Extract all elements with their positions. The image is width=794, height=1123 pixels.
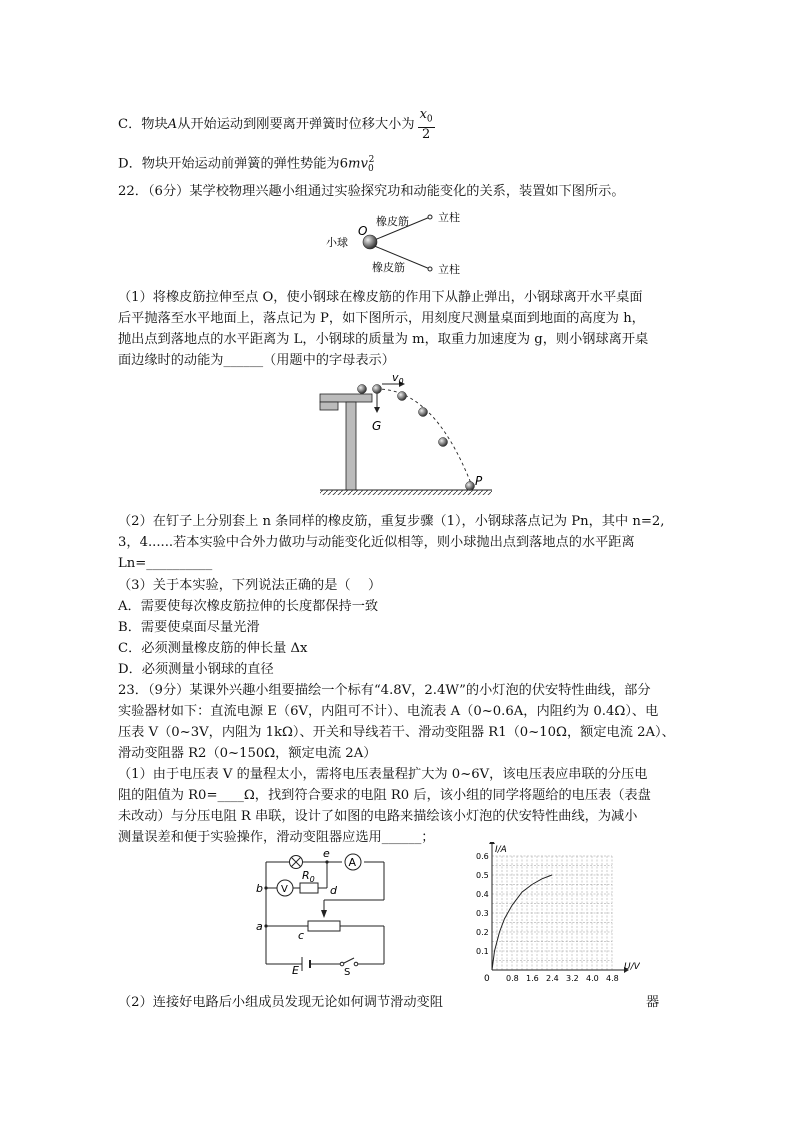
q23-line5: （1）由于电压表 V 的量程太小，需将电压表量程扩大为 0~6V，该电压表应串联的分压电 — [118, 767, 648, 782]
label-d: d — [330, 884, 337, 897]
q23-line3: 压表 V（0~3V，内阻为 1kΩ）、开关和导线若干、滑动变阻器 R1（0~10Ω，额定电流 2A）、 — [118, 725, 675, 740]
option-c-block: A — [167, 116, 178, 132]
node-a — [264, 924, 267, 927]
label-r0-r: R — [302, 869, 310, 882]
switch-terminal-2 — [354, 962, 358, 966]
frac-num: x — [419, 107, 427, 122]
y-tick-label: 0.1 — [476, 947, 489, 956]
q23-line4: 滑动变阻器 R2（0~150Ω，额定电流 2A） — [118, 746, 377, 761]
projectile-figure — [316, 372, 496, 500]
gravity-arrowhead — [374, 407, 380, 413]
ball-landing — [466, 482, 475, 491]
fraction-x0-over-2 — [418, 108, 435, 141]
voltmeter-label: V — [281, 884, 288, 895]
q22-p1-line1: （1）将橡皮筋拉伸至点 O，使小钢球在橡皮筋的作用下从静止弹出，小钢球离开水平桌面 — [118, 290, 643, 305]
label-rubber-upper: 橡皮筋 — [376, 215, 409, 228]
ball-pos-2 — [419, 408, 428, 417]
q22-p2-line3: Ln=__________ — [118, 556, 213, 571]
label-g: G — [372, 419, 382, 433]
ball-start — [358, 385, 367, 394]
y-tick-label: 0.2 — [476, 928, 489, 937]
label-p: P — [475, 474, 483, 488]
ball-pos-3 — [439, 438, 448, 447]
table-bracket — [320, 402, 338, 410]
ball-pos-1 — [398, 392, 407, 401]
iu-chart — [470, 842, 640, 986]
q22-p1-line3: 抛出点到落地点的水平距离为 L，小钢球的质量为 m，取重力加速度为 g，则小钢球离开桌 — [118, 332, 649, 347]
x-tick-label: 3.2 — [566, 974, 579, 983]
frac-den: 2 — [421, 126, 431, 142]
option-d-sup: 2 — [368, 155, 375, 165]
y-tick-label: 0.6 — [476, 852, 489, 861]
ground-hatch — [320, 490, 492, 495]
lamp-icon — [290, 856, 303, 869]
q22-p1-line2: 后平抛落至水平地面上，落点记为 P，如下图所示，用刻度尺测量桌面到地面的高度为 h， — [118, 311, 645, 326]
label-switch-s: S — [344, 967, 351, 976]
option-d-v: v — [360, 156, 368, 172]
q22-p3: （3）关于本实验，下列说法正确的是（ ） — [118, 578, 382, 593]
post-lower-dot — [428, 267, 432, 271]
q23-line1: 23．（9分）某课外兴趣小组要描绘一个标有“4.8V，2.4W”的小灯泡的伏安特性曲线，部分 — [118, 683, 651, 698]
q22-stem: 22．（6分）某学校物理兴趣小组通过实验探究功和动能变化的关系，装置如下图所示。 — [118, 184, 625, 199]
label-post-lower: 立柱 — [438, 263, 460, 276]
x-tick-label: 1.6 — [526, 974, 539, 983]
rheostat-icon — [308, 921, 340, 931]
y-axis-label: I/A — [495, 845, 507, 855]
label-battery-e: E — [292, 964, 299, 976]
q22-option-a: A．需要使每次橡皮筋拉伸的长度都保持一致 — [118, 599, 379, 614]
q23-line6: 阻的阻值为 R0=____Ω，找到符合要求的电阻 R0 后，该小组的同学将题给的电压表（表盘 — [118, 788, 651, 803]
table-leg — [346, 402, 356, 490]
label-post-upper: 立柱 — [438, 211, 460, 224]
q22-p1-line4: 面边缘时的动能为______（用题中的字母表示） — [118, 353, 395, 368]
option-d-text: D．物块开始运动前弹簧的弹性势能为 — [118, 156, 340, 172]
x-tick-label: 4.0 — [586, 974, 599, 983]
label-v: v — [392, 372, 399, 384]
table-top — [320, 394, 372, 402]
x-tick-label: 4.8 — [606, 974, 619, 983]
option-c-text: 从开始运动到刚要离开弹簧时位移大小为 — [177, 116, 415, 132]
x-tick-label: 0.8 — [506, 974, 519, 983]
circuit-diagram — [250, 848, 400, 976]
label-b: b — [256, 882, 263, 895]
label-v-sub: 0 — [398, 377, 404, 386]
rubber-band-figure — [320, 205, 480, 283]
label-v0 — [392, 372, 404, 386]
q23-line8: 测量误差和便于实验操作，滑动变阻器应选用______； — [118, 830, 435, 845]
frac-num-sub: 0 — [426, 114, 433, 125]
option-d-sub: 0 — [367, 164, 374, 175]
q22-option-d: D．必须测量小钢球的直径 — [118, 662, 274, 677]
label-r0-sub: 0 — [309, 875, 315, 884]
chart-grid — [492, 856, 612, 970]
y-tick-label: 0.3 — [476, 909, 489, 918]
option-d-m: m — [347, 156, 361, 172]
post-upper-dot — [428, 215, 432, 219]
ball-edge — [373, 385, 382, 394]
chart-axes — [489, 842, 629, 973]
label-o: O — [358, 224, 368, 238]
label-rubber-lower: 橡皮筋 — [372, 261, 405, 274]
option-c — [118, 108, 435, 141]
trajectory — [376, 389, 472, 486]
label-a: a — [256, 920, 263, 933]
origin-label: 0 — [484, 974, 490, 984]
q23-p2: （2）连接好电路后小组成员发现无论如何调节滑动变阻 — [118, 995, 443, 1010]
x-tick-label: 2.4 — [546, 974, 559, 983]
x-axis-label: U/V — [624, 962, 640, 972]
label-r0 — [302, 869, 315, 884]
y-tick-label: 0.4 — [476, 890, 489, 899]
q23-p2-end: 器 — [646, 995, 660, 1010]
ammeter-label: A — [348, 856, 357, 869]
label-ball: 小球 — [326, 236, 348, 249]
q22-option-b: B．需要使桌面尽量光滑 — [118, 620, 260, 635]
option-d — [118, 150, 374, 179]
slider-arrow — [321, 910, 327, 918]
q22-p2-line2: 3，4......若本实验中合外力做功与动能变化近似相等，则小球抛出点到落地点的水平距离 — [118, 535, 635, 550]
option-c-prefix: C．物块 — [118, 116, 168, 132]
q23-line2: 实验器材如下：直流电源 E（6V，内阻可不计）、电流表 A（0~0.6A，内阻约为 0.4Ω）、电 — [118, 704, 659, 719]
node-b — [264, 886, 267, 889]
q22-option-c: C．必须测量橡皮筋的伸长量 Δx — [118, 641, 308, 656]
y-tick-label: 0.5 — [476, 871, 489, 880]
q22-p2-line1: （2）在钉子上分别套上 n 条同样的橡皮筋，重复步骤（1），小钢球落点记为 Pn，其中 n=2, — [118, 514, 665, 529]
resistor-r0 — [300, 883, 318, 893]
chart-ticks — [476, 852, 619, 983]
label-e: e — [323, 848, 330, 860]
label-c: c — [298, 929, 305, 942]
node-e — [325, 860, 328, 863]
q23-line7: 未改动）与分压电阻 R 串联，设计了如图的电路来描绘该小灯泡的伏安特性曲线，为减小 — [118, 809, 638, 824]
option-d-coef: 6 — [339, 156, 348, 172]
switch-terminal-1 — [340, 962, 344, 966]
y-axis-arrow — [489, 842, 495, 844]
